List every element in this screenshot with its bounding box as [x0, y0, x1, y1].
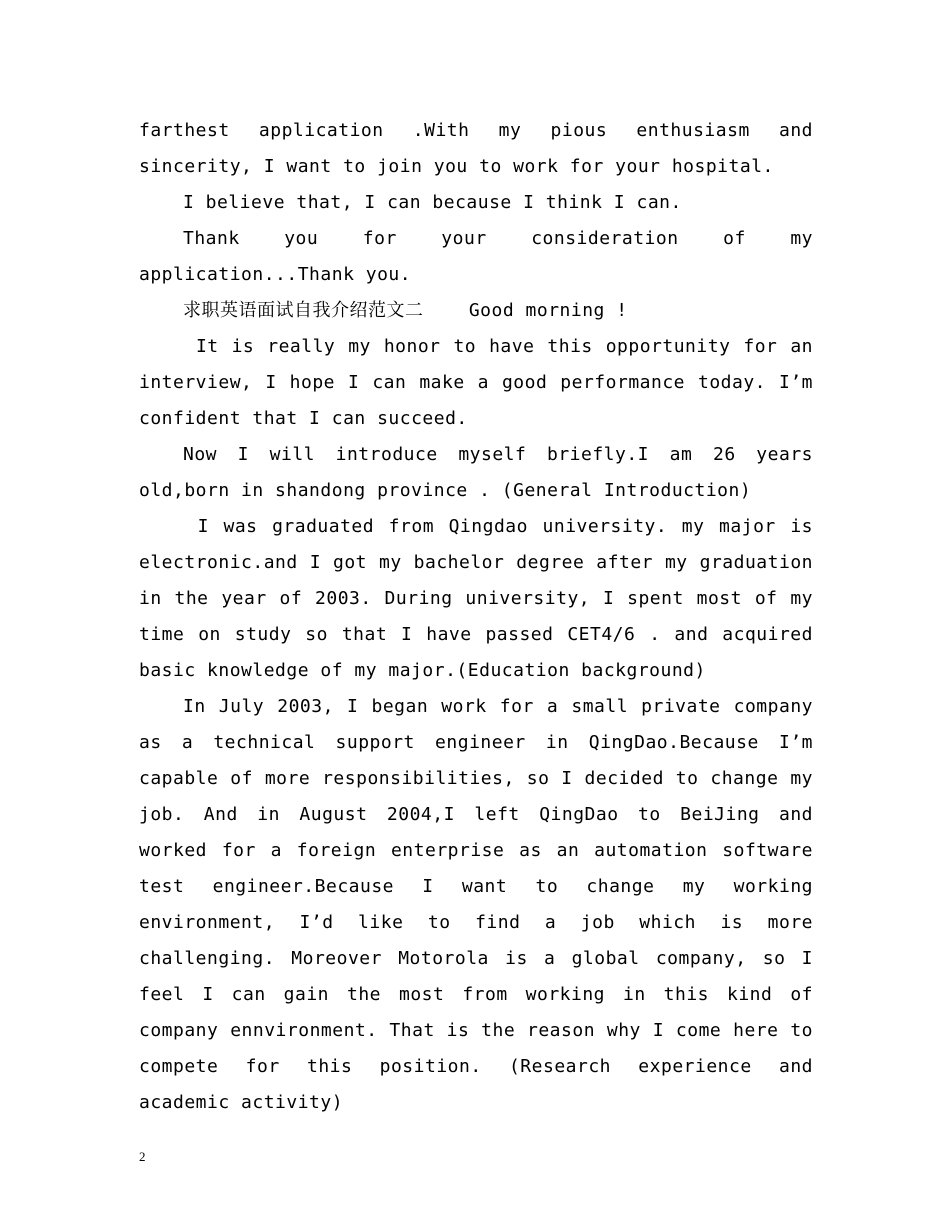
- paragraph: I believe that, I can because I think I can.: [183, 192, 682, 213]
- paragraph: In July 2003, I began work for a small private company as a technical support engineer in QingDao.Because I’m capable of more responsibilities, so I decided to change my job. And in August 2004,I left QingDao to BeiJing and worked for a foreign enterprise as an automation software test engineer.Because I want to change my working environment, I’d like to find a job which is more challenging. Moreover Motorola is a global company, so I feel I can gain the most from working in this kind of company ennvironment. That is the reason why I come here to compete for this position. (Research experience and academic activity): [139, 696, 825, 1113]
- paragraph: Thank you for your consideration of my application...Thank you.: [139, 228, 825, 285]
- paragraph: It is really my honor to have this opportunity for an interview, I hope I can make a good performance today. I’m confident that I can succeed.: [139, 336, 825, 429]
- greeting-text: Good morning !: [423, 300, 628, 321]
- paragraph: Now I will introduce myself briefly.I am 26 years old,born in shandong province . (General Introduction): [139, 444, 825, 501]
- paragraph: farthest application .With my pious enthusiasm and sincerity, I want to join you to work for your hospital.: [139, 120, 825, 177]
- section-heading-chinese: 求职英语面试自我介绍范文二: [183, 300, 424, 321]
- section-heading-paragraph: [139, 293, 813, 329]
- page-number: 2: [139, 1149, 146, 1164]
- document-body: [139, 113, 825, 1121]
- paragraph: I was graduated from Qingdao university. my major is electronic.and I got my bachelor degree after my graduation in the year of 2003. During university, I spent most of my time on study so that I have passed CET4/6 . and acquired basic knowledge of my major.(Education background): [139, 516, 825, 681]
